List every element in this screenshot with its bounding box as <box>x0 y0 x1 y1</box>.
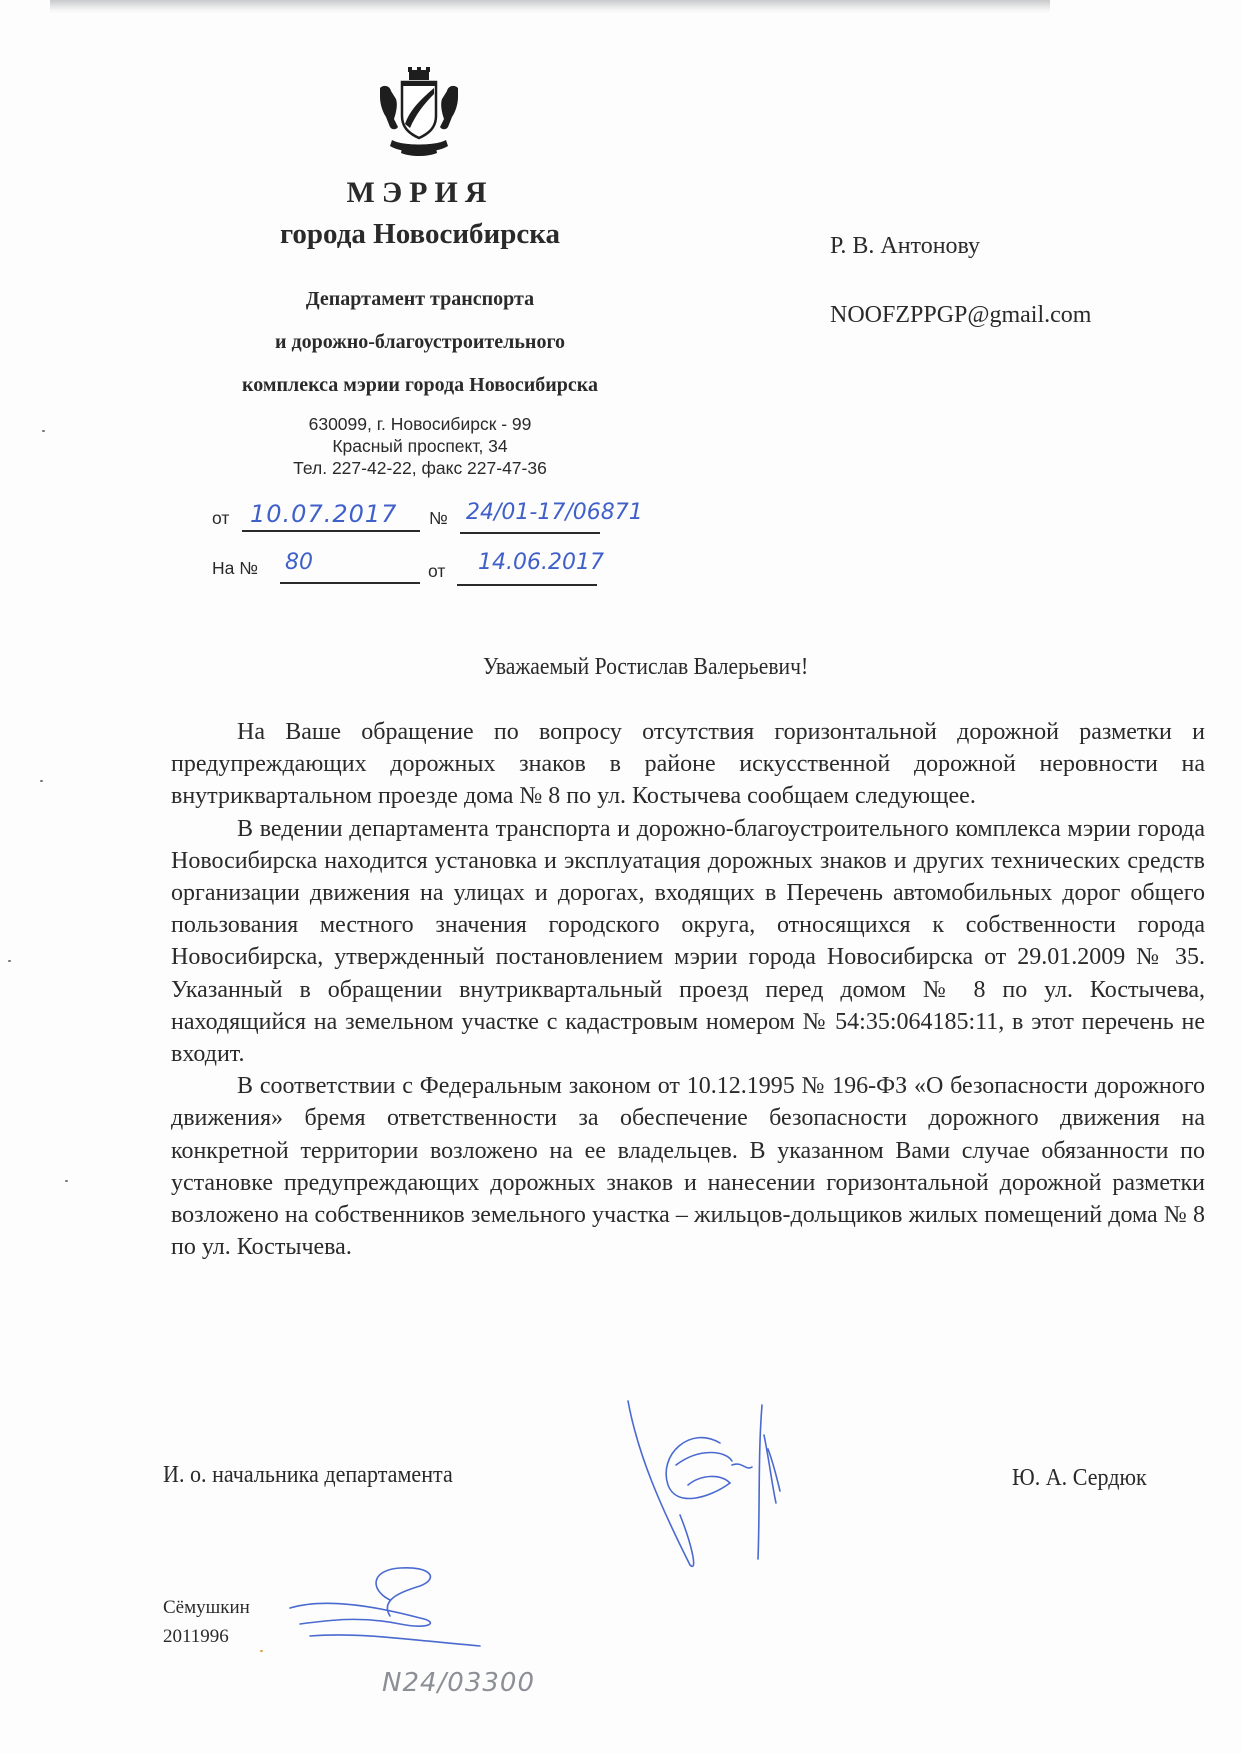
signatory-name: Ю. А. Сердюк <box>1012 1465 1147 1491</box>
department-line: и дорожно-благоустроительного <box>274 331 566 353</box>
salutation: Уважаемый Ростислав Валерьевич! <box>483 654 809 680</box>
scan-artifact <box>42 430 45 432</box>
scan-edge-shadow <box>50 0 1050 14</box>
coat-of-arms-icon <box>372 66 466 160</box>
executor-phone: 2011996 <box>163 1626 229 1647</box>
outgoing-date-label: от <box>212 508 230 528</box>
reply-date-value: 14.06.2017 <box>478 550 604 575</box>
reply-number-underline <box>280 582 420 584</box>
body-paragraph: В ведении департамента транспорта и дорожно-благоустроительного комплекса мэрии города Новосибирска находится установка и эксплуатация дорожных знаков и других технических средств организации движения на улицах и дорогах, входящих в Перечень автомобильных дорог общего пользования местного значения городского округа, относящихся к собственности города Новосибирска, утвержденный постановлением мэрии города Новосибирска от 29.01.2009 № 35. Указанный в обращении внутриквартальный проезд перед домом № 8 по ул. Костычева, находящийся на земельном участке с кадастровым номером № 54:35:064185:11, в этот перечень не входит. <box>171 815 1205 1068</box>
scan-artifact <box>260 1650 263 1652</box>
outgoing-number-label: № <box>429 508 448 528</box>
address-line: Тел. 227-42-22, факс 227-47-36 <box>293 458 547 478</box>
body-paragraph: На Ваше обращение по вопросу отсутствия горизонтальной дорожной разметки и предупреждающих дорожных знаков в районе искусственной дорожной неровности на внутриквартальном проезде дома № 8 по ул. Костычева сообщаем следующее. <box>171 719 1205 810</box>
handwritten-signature-icon <box>580 1395 840 1575</box>
reply-date-underline <box>457 584 597 586</box>
address-line: Красный проспект, 34 <box>332 436 508 456</box>
outgoing-date-value: 10.07.2017 <box>250 500 398 528</box>
handwritten-registration-note: N24/03300 <box>382 1668 536 1698</box>
reply-number-value: 80 <box>285 550 313 575</box>
reply-number-label: На № <box>212 558 259 578</box>
outgoing-number-value: 24/01-17/06871 <box>466 500 643 525</box>
reply-date-label: от <box>428 561 446 581</box>
recipient-email: NOOFZPPGP@gmail.com <box>830 302 1092 328</box>
org-city: города Новосибирска <box>279 218 561 250</box>
recipient-name: Р. В. Антонову <box>830 233 981 259</box>
scan-artifact <box>65 1180 68 1182</box>
executor-name: Сёмушкин <box>163 1597 250 1618</box>
letter-body <box>171 716 1205 1263</box>
executor-initials-signature-icon <box>280 1560 480 1660</box>
department-line: Департамент транспорта <box>305 288 535 310</box>
outgoing-date-underline <box>242 530 420 532</box>
org-title: МЭРИЯ <box>346 176 494 209</box>
scan-artifact <box>40 780 43 782</box>
signatory-title: И. о. начальника департамента <box>163 1462 453 1488</box>
outgoing-number-underline <box>460 532 600 534</box>
scan-artifact <box>8 960 11 962</box>
address-line: 630099, г. Новосибирск - 99 <box>308 414 532 434</box>
body-paragraph: В соответствии с Федеральным законом от 10.12.1995 № 196-ФЗ «О безопасности дорожного движения» бремя ответственности за обеспечение безопасности дорожного движения на конкретной территории возложено на ее владельцев. В указанном Вами случае обязанности по установке предупреждающих дорожных знаков и нанесении горизонтальной дорожной разметки возложено на собственников земельного участка – жильцов-дольщиков жилых помещений дома № 8 по ул. Костычева. <box>171 1073 1205 1261</box>
department-line: комплекса мэрии города Новосибирска <box>241 374 599 396</box>
